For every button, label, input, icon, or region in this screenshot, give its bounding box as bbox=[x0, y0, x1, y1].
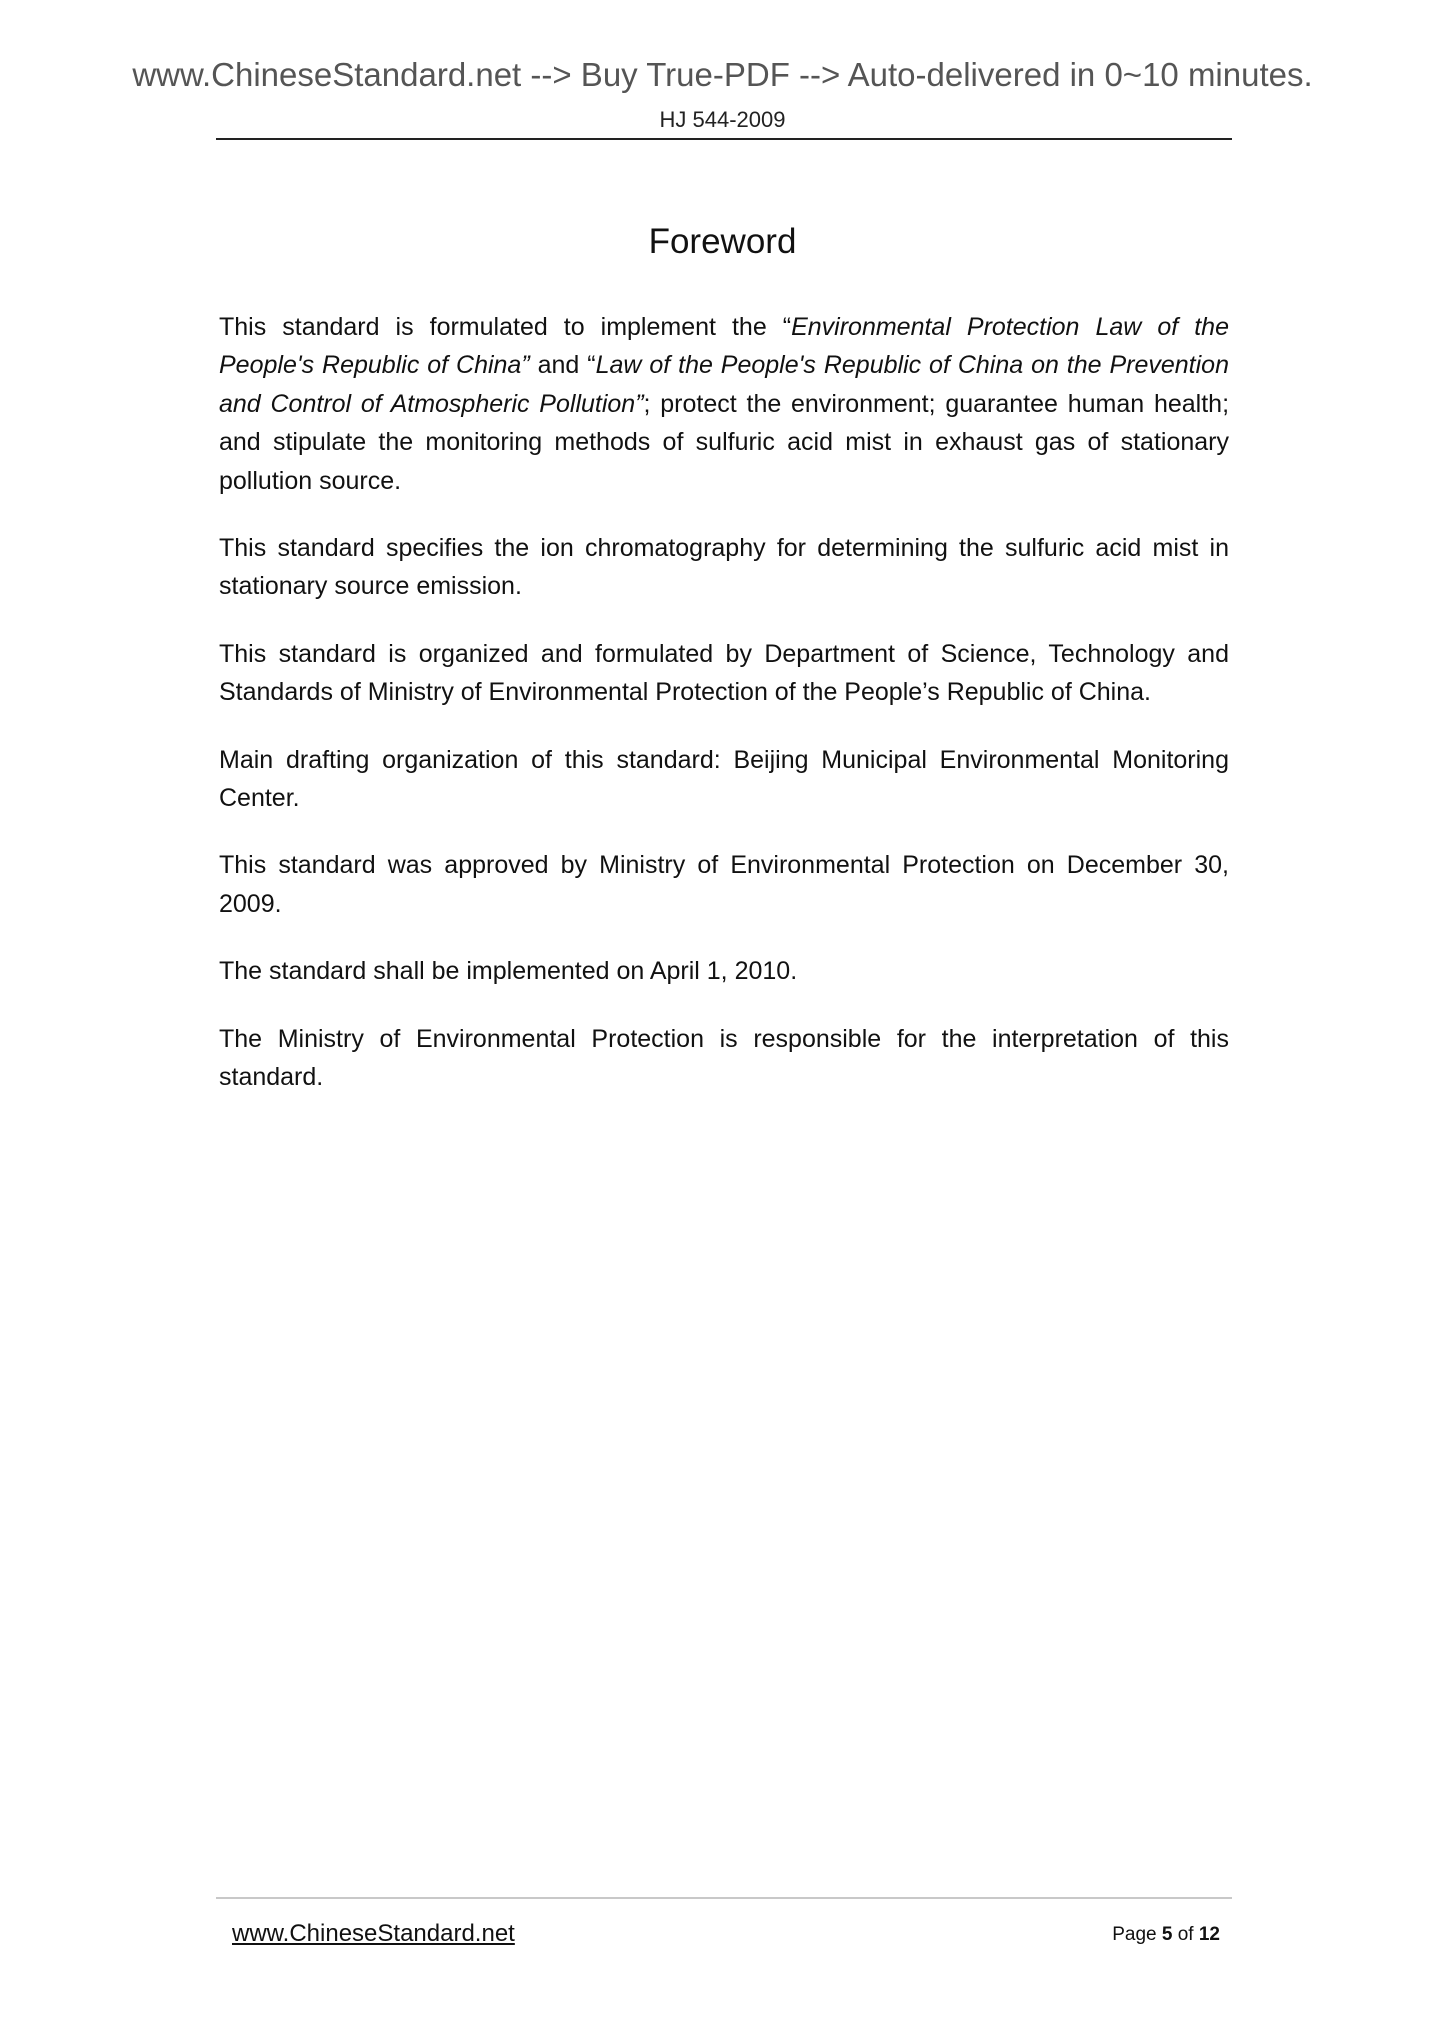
page-word: Page bbox=[1112, 1924, 1157, 1945]
footer-website-link[interactable]: www.ChineseStandard.net bbox=[232, 1920, 515, 1947]
page-number bbox=[1112, 1924, 1220, 1946]
paragraph-approval: This standard was approved by Ministry of Environmental Protection on December 30, 2009. bbox=[219, 851, 1229, 918]
law-title-environmental-protection: Environmental Protection Law of the People's Republic of China” bbox=[219, 313, 1229, 380]
page-current: 5 bbox=[1161, 1924, 1173, 1945]
foreword-body bbox=[219, 308, 1229, 1126]
paragraph-interpretation: The Ministry of Environmental Protection is responsible for the interpretation of this standard. bbox=[219, 1024, 1229, 1092]
paragraph-purpose-text-2: and “ bbox=[529, 351, 596, 380]
standard-code: HJ 544-2009 bbox=[659, 107, 786, 132]
paragraph-purpose bbox=[219, 308, 1229, 500]
paragraph-purpose-text-3: ; protect the environment; guarantee human health; and stipulate the monitoring methods of sulfuric acid mist in exhaust gas of stationary pollution source. bbox=[219, 389, 1230, 495]
header-divider bbox=[216, 138, 1232, 140]
law-title-atmospheric-pollution: Law of the People's Republic of China on the Prevention and Control of Atmospheric Pollution” bbox=[219, 351, 1229, 418]
page-title: Foreword bbox=[648, 222, 797, 261]
paragraph-organizer: This standard is organized and formulated by Department of Science, Technology and Standards of Ministry of Environmental Protection of the People’s Republic of China. bbox=[219, 639, 1229, 707]
paragraph-scope: This standard specifies the ion chromatography for determining the sulfuric acid mist in stationary source emission. bbox=[219, 534, 1229, 601]
paragraph-drafting-org: Main drafting organization of this standard: Beijing Municipal Environmental Monitoring Center. bbox=[219, 745, 1229, 813]
page-of-word: of bbox=[1177, 1924, 1194, 1945]
paragraph-purpose-text-1: This standard is formulated to implement the “ bbox=[219, 313, 792, 341]
paragraph-implementation: The standard shall be implemented on April 1, 2010. bbox=[219, 957, 798, 986]
page-total: 12 bbox=[1198, 1924, 1220, 1945]
promo-banner: www.ChineseStandard.net --> Buy True-PDF --> Auto-delivered in 0~10 minutes. bbox=[132, 56, 1313, 93]
footer-divider bbox=[216, 1897, 1232, 1899]
